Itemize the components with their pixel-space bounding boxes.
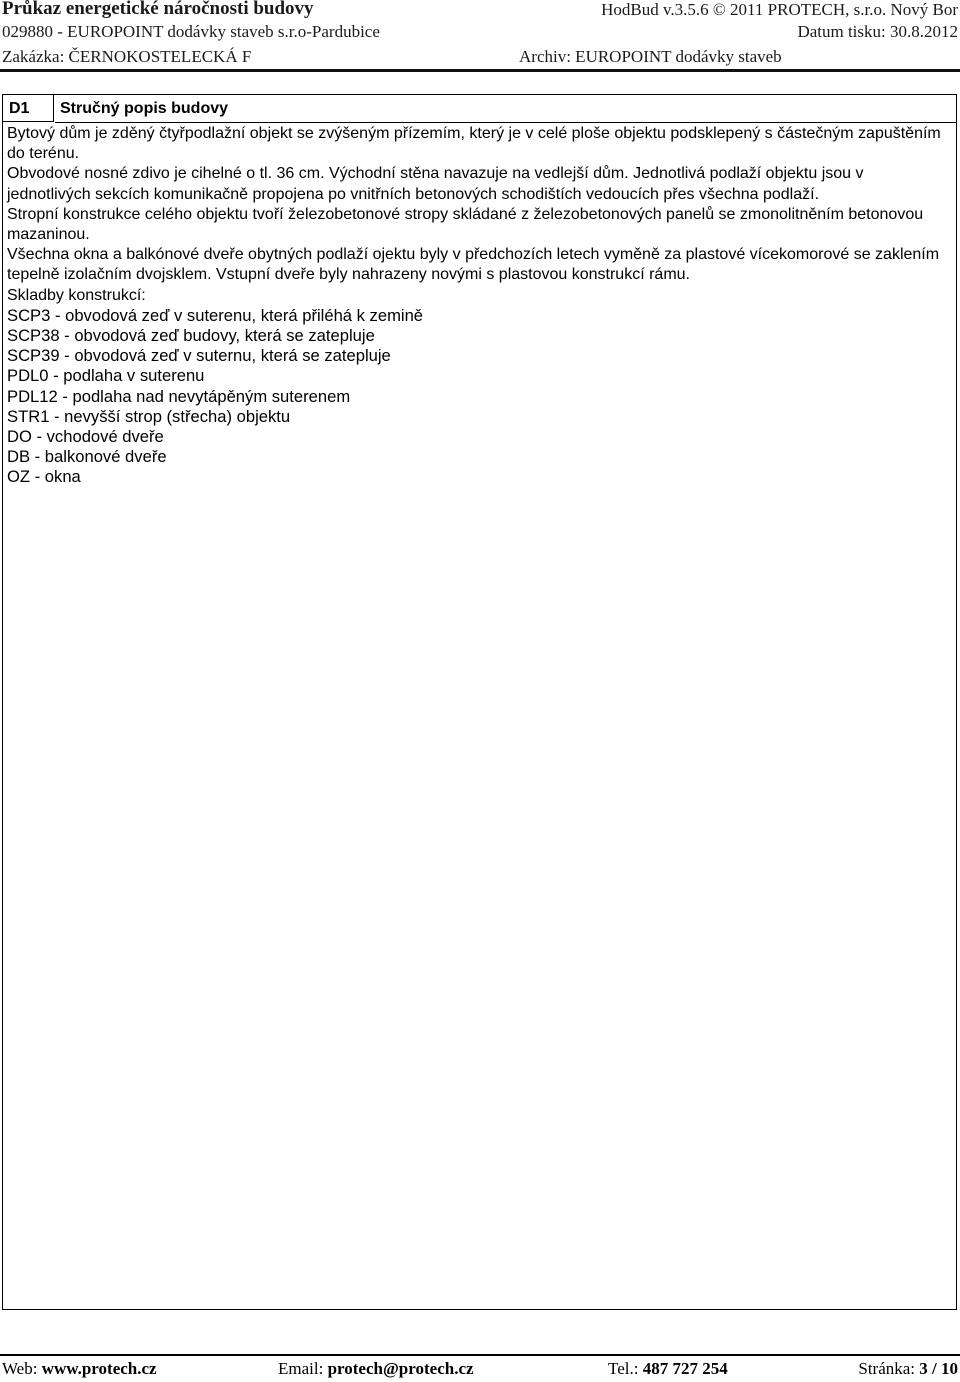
paragraph: Bytový dům je zděný čtyřpodlažní objekt se zvýšeným přízemím, který je v celé ploše objektu podsklepený s částečným zapuštěním do terénu. (7, 125, 941, 163)
page-header (0, 0, 960, 72)
list-item: SCP3 - obvodová zeď v suterenu, která přiléhá k zemině (7, 305, 424, 325)
archive-name: Archiv: EUROPOINT dodávky staveb (519, 47, 782, 66)
header-divider (0, 69, 960, 72)
page-label: Stránka: (858, 1359, 916, 1378)
section-box (2, 94, 957, 1310)
company-name: 029880 - EUROPOINT dodávky staveb s.r.o-Pardubice (2, 22, 380, 41)
footer-tel (608, 1359, 728, 1379)
email-label: Email: (278, 1359, 324, 1378)
section-body (7, 124, 951, 488)
software-info: HodBud v.3.5.6 © 2011 PROTECH, s.r.o. Nový Bor (601, 0, 958, 19)
list-item: DO - vchodové dveře (7, 427, 164, 447)
paragraph: Obvodové nosné zdivo je cihelné o tl. 36 cm. Východní stěna navazuje na vedlejší dům. Jednotlivá podlaží objektu jsou v jednotlivých sekcích komunikačně propojena po vnitřních betonových schodištích vedoucích přes všechna podlaží. (7, 165, 864, 203)
print-date: Datum tisku: 30.8.2012 (797, 22, 958, 41)
list-title: Skladby konstrukcí: (7, 286, 146, 304)
page-number: 3 / 10 (919, 1359, 958, 1378)
order-name: Zakázka: ČERNOKOSTELECKÁ F (2, 47, 252, 66)
tel-number: 487 727 254 (642, 1359, 728, 1378)
email-link[interactable]: protech@protech.cz (327, 1359, 474, 1378)
tel-label: Tel.: (608, 1359, 639, 1378)
paragraph: Všechna okna a balkónové dveře obytných podlaží ojektu byly v předchozích letech vyměně za plastové vícekomorové se zaklením tepelně izolačním dvojsklem. Vstupní dveře byly nahrazeny novými s plastovou konstrukcí rámu. (7, 246, 940, 284)
page-footer (0, 1354, 960, 1382)
paragraph: Stropní konstrukce celého objektu tvoří železobetonové stropy skládané z železobetonových panelů se zmonolitněním betonovou mazaninou. (7, 205, 924, 244)
list-item: SCP38 - obvodová zeď budovy, která se zatepluje (7, 326, 375, 346)
footer-page (858, 1359, 958, 1379)
web-label: Web: (2, 1359, 38, 1378)
web-link[interactable]: www.protech.cz (41, 1359, 157, 1378)
list-item: PDL12 - podlaha nad nevytápěným suterenem (7, 386, 351, 406)
section-heading: Stručný popis budovy (55, 95, 956, 123)
list-item: OZ - okna (7, 467, 81, 487)
section-code: D1 (3, 95, 54, 122)
list-item: PDL0 - podlaha v suterenu (7, 366, 205, 386)
list-item: SCP39 - obvodová zeď v suternu, která se zatepluje (7, 346, 391, 366)
list-item: STR1 - nevyšší strop (střecha) objektu (7, 406, 291, 426)
list-item: DB - balkonové dveře (7, 447, 167, 467)
footer-email (278, 1359, 474, 1379)
footer-web (2, 1359, 157, 1379)
document-title: Průkaz energetické náročnosti budovy (2, 0, 314, 19)
